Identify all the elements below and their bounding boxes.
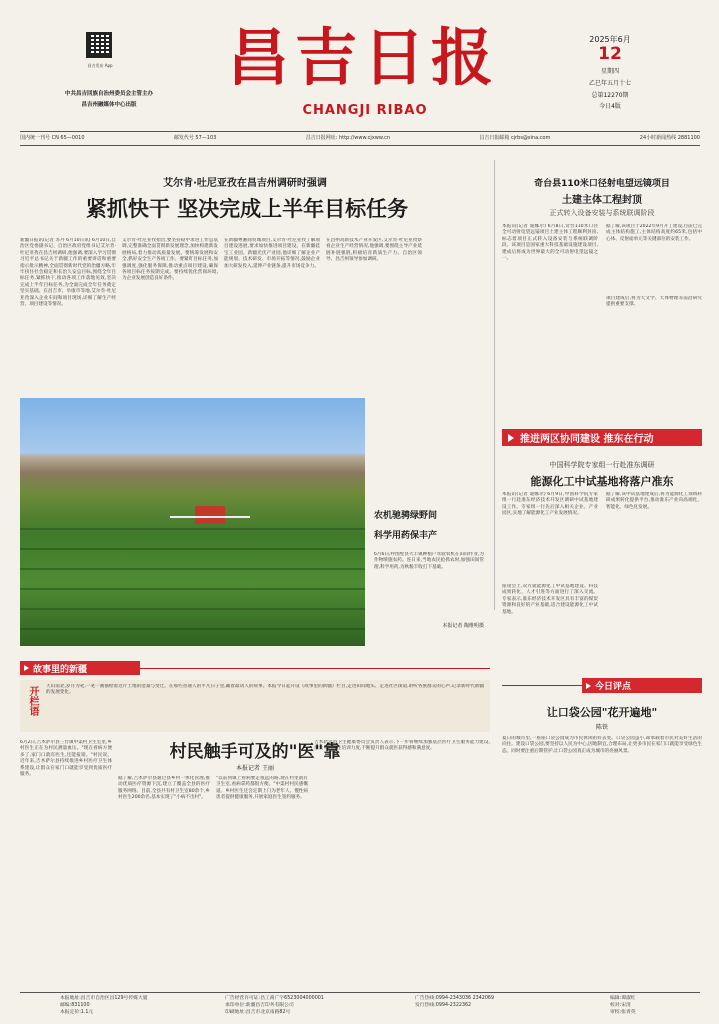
sponsor-line-2: 昌吉州融媒体中心出版 — [81, 102, 137, 108]
date-month: 2025年6月 — [589, 35, 631, 44]
science-body-col-1: 本报讯(记者 迪娜尔) 6月9日,中国科学院专家组一行赴准东经济技术开发区调研中试基地建设工作。专家组一行先后深入相关企业、产业园区,实地了解能源化工产业发展情况。 — [502, 492, 598, 517]
qr-code[interactable] — [86, 32, 112, 58]
section-banner-comment — [582, 678, 702, 693]
lead-headline[interactable]: 紧抓快干 坚决完成上半年目标任务 — [85, 197, 409, 221]
qr-caption: 昌吉发布 App — [87, 63, 113, 68]
right-body-col-2b: 项目建成后,将为天文学、天体物理等前沿研究提供重要支撑。 — [606, 296, 702, 308]
tractor-shape — [195, 506, 225, 524]
footer-ad-hotline: 广告热线:0994-2343036 2342069 — [415, 996, 494, 1001]
column-intro-box — [20, 680, 490, 732]
photo-credit: 本报记者 陶维明摄 — [442, 623, 484, 629]
banner-story-arrow-icon — [24, 665, 29, 671]
lead-kicker: 艾尔肯·吐尼亚孜在昌吉州调研时强调 — [163, 178, 327, 189]
footer-price: 本报定价:1.1元 — [60, 1010, 94, 1015]
story-body-col-3: "以前到镇上看病要走很远的路,现在村里就有卫生室,看病拿药都很方便。"中渠村村民感慨道。乡村医生还会定期上门为老年人、慢性病患者提供健康服务,开展家庭医生签约服务。 — [216, 776, 308, 801]
right-body-col-2: 据了解,该项目于2022年9月开工建设,目前已完成主体结构施工,主体结构高度约65米,包括中心体、反射面单元等关键部位的安装工作。 — [606, 224, 702, 242]
story-body-col-1: 6月2日,吉木萨尔县三台镇中渠村卫生室里,乡村医生正在为村民测量血压。"现在看病方便多了,家门口就有医生,还能报销。"村民说。近年来,吉木萨尔县持续推进乡村医疗卫生体系建设,让群众在家门口就能享受到优质医疗服务。 — [20, 740, 112, 778]
comment-byline: 陈铁 — [595, 724, 608, 731]
footer-reviewer: 审校:张青英 — [610, 1010, 636, 1015]
info-cn-number: 国内统一刊号 CN 65—0010 — [20, 135, 85, 141]
right-kicker: 奇台县110米口径射电望远镜项目 — [534, 179, 670, 189]
photo-caption-title: 农机驰骋绿野间 — [374, 511, 438, 521]
story-headline[interactable]: 村民触手可及的"医"靠 — [169, 742, 341, 762]
paper-title: 昌吉日报 — [226, 21, 499, 94]
info-bar-bottom-rule — [20, 145, 700, 146]
science-body-col-2: 据了解,该中试基地建成后,将为能源化工领域科研成果转化提供平台,推动准东产业向高端化、智能化、绿色化发展。 — [606, 492, 702, 510]
comment-headline[interactable]: 让口袋公园"花开遍地" — [546, 706, 658, 719]
footer-top-rule — [20, 992, 700, 993]
photo-caption-sub: 科学用药保丰产 — [374, 531, 438, 541]
footer-proofreader: 校对:宋清 — [610, 1003, 631, 1008]
lead-body-col-4: 在昌州高新技术产业开发区,艾尔肯·吐尼亚孜察看企业生产经营情况,他强调,要围绕主导产业延链补链强链,积极培育新质生产力。自治区领导、昌吉州领导参加调研。 — [326, 238, 422, 263]
banner-comment-label: 今日评点 — [595, 682, 632, 692]
info-bar-top-rule — [20, 131, 700, 132]
sprayer-boom-shape — [170, 516, 250, 518]
science-headline[interactable]: 能源化工中试基地将落户准东 — [530, 475, 674, 488]
story-body-col-4: 吉木萨尔县卫生健康委员会负责人表示,下一步将继续加强基层医疗卫生服务能力建设,加大乡村医生培训力度,不断提升群众就医获得感和满意度。 — [314, 740, 490, 752]
banner-zhundong-label: 推进两区协同建设 推东在行动 — [520, 434, 654, 445]
story-byline: 本报记者 王丽 — [236, 765, 274, 772]
page-count: 今日4版 — [599, 103, 621, 110]
footer-ad-license: 广告经营许可证:昌工商广字6523004000001 — [225, 996, 324, 1001]
sponsor-line-1: 中共昌吉回族自治州委员会主管主办 — [64, 91, 153, 97]
column-intro-text: 天山南北,岁月为笔,一笔一画描绘着这片土地的沧桑与变迁。在那些普通人的平凡日子里,藏着最动人的故事。本报今日起开设《故事里的新疆》栏目,走进田间地头、走进社区街道,聆听各族群众的心声,记录新时代新疆的发展变化。 — [46, 684, 484, 696]
info-website-link[interactable]: 昌吉日报网址: http://www.cjxww.cn — [305, 135, 391, 141]
lunar-date: 乙巳年五月十七 — [588, 80, 631, 87]
banner-comment-arrow-icon — [586, 683, 591, 689]
right-headline[interactable]: 土建主体工程封顶 — [562, 195, 642, 206]
footer-distribution-hotline: 发行热线:0994-2322362 — [415, 1003, 472, 1008]
footer-editor: 编辑:谭淑红 — [610, 996, 636, 1001]
footer-print-address: 印刷地址:昌吉市北京南路82号 — [225, 1010, 291, 1015]
footer-postcode: 邮编:831100 — [60, 1003, 90, 1008]
masthead — [0, 0, 719, 133]
story-body-col-2: 据了解,吉木萨尔县通过县乡村一体化管理,推动优质医疗资源下沉,建立了覆盖全县的医疗服务网络。目前,全县共有村卫生室80余个,乡村医生200余名,基本实现了"小病不出村"。 — [118, 776, 210, 801]
science-body-col-1b: 座谈会上,双方就能源化工中试基地建设、科技成果转化、人才引进等方面进行了深入交流。专家表示,准东经济技术开发区具有丰富的煤炭资源和良好的产业基础,适合建设能源化工中试基地。 — [502, 584, 598, 615]
footer — [20, 995, 700, 1019]
footer-address: 本报地址:昌吉市自治区昌129号传媒大厦 — [60, 996, 148, 1001]
lead-body-col-2: 艾尔肯·吐尼亚孜指出,要坚持稳中求进工作总基调,完整准确全面贯彻新发展理念,加快构建新发展格局,着力推动高质量发展。要统筹发展和安全,抓好安全生产各项工作。要紧盯目标任务,加强调度,强化服务保障,推动重点项目建设,确保各项目标任务按期完成。要持续优化营商环境,为企业发展创造良好条件。 — [122, 238, 218, 282]
info-postal-code: 邮发代号 57—103 — [173, 135, 217, 141]
right-body-col-1: 本报讯(记者 迪娜尔) 6月8日,奇台110米口径全可动射电望远镜项目土建主体工程顺利封顶,标志着项目正式转入设备安装与系统联调阶段。该项目是国家重大科技基础设施建设项目,建成后将成为世界最大的全可动射电望远镜之一。 — [502, 224, 598, 262]
info-hotline: 24小时新闻热线 2881100 — [639, 135, 700, 141]
photo-caption-body: 6月6日,呼图壁县大丰镇种植户驾驶农机在田间作业,为作物喷施农药。连日来,当地农民抢抓农时,加强田间管理,科学用药,为秋粮丰收打下基础。 — [374, 552, 484, 570]
info-bar — [20, 134, 700, 143]
lead-body-col-3: 在新疆粤湘商贸城项目,艾尔肯·吐尼亚孜了解项目建设进展,要求加快推进项目建设。在新疆硅宝工业园、新疆光伏产业园,他详细了解企业产能规划、技术研发、市场开拓等情况,鼓励企业加大研发投入,延伸产业链条,提升市场竞争力。 — [224, 238, 320, 269]
right-subline: 正式转入设备安装与系统联调阶段 — [549, 209, 655, 217]
info-email-link[interactable]: 昌吉日报邮箱 cjrbs@sina.com — [479, 135, 551, 141]
banner-story-label: 故事里的新疆 — [33, 664, 88, 675]
footer-printer: 承印单位:新疆昌吉印务有限公司 — [225, 1003, 294, 1008]
column-tag: 开栏语 — [27, 686, 38, 716]
weekday: 星期四 — [600, 68, 619, 75]
comment-banner-rule — [502, 685, 582, 686]
section-banner-zhundong — [502, 429, 702, 446]
column-divider — [494, 160, 495, 610]
date-day: 12 — [598, 44, 622, 64]
paper-pinyin: CHANGJI RIBAO — [302, 103, 428, 118]
story-banner-rule — [140, 668, 490, 669]
farm-photo[interactable] — [20, 398, 365, 646]
section-banner-story — [20, 661, 140, 675]
banner-arrow-icon — [508, 434, 514, 442]
comment-body: 夏日的城市里,一座座口袋公园成为市民休闲的好去处。口袋公园虽小,却承载着市民对美好生活的向往。建设口袋公园,要坚持以人民为中心,因地制宜,合理布局,让更多市民在家门口就能享受绿色生态。同时要注重后期管护,让口袋公园真正成为城市的亮丽风景。 — [502, 736, 702, 754]
issue-number: 总第12270期 — [591, 92, 629, 99]
lead-body-col-1: 新疆日报讯(记者 苏丹 6月10日讯) 6月10日,自治区党委副书记、自治区政府党组书记艾尔肯·吐尼亚孜在昌吉州调研,他强调,要深入学习贯彻习近平总书记关于新疆工作的重要讲话和重要指示批示精神,全面贯彻新时代党的治疆方略,牢牢扭住社会稳定和长治久安总目标,围绕全年目标任务,紧抓快干,推动各项工作落地见效,坚决完成上半年目标任务,为全面完成全年任务奠定坚实基础。在昌吉市、阜康市等地,艾尔肯·吐尼亚孜深入企业车间和项目现场,详细了解生产经营、项目建设等情况。 — [20, 238, 116, 308]
science-kicker: 中国科学院专家组一行赴准东调研 — [549, 461, 655, 469]
